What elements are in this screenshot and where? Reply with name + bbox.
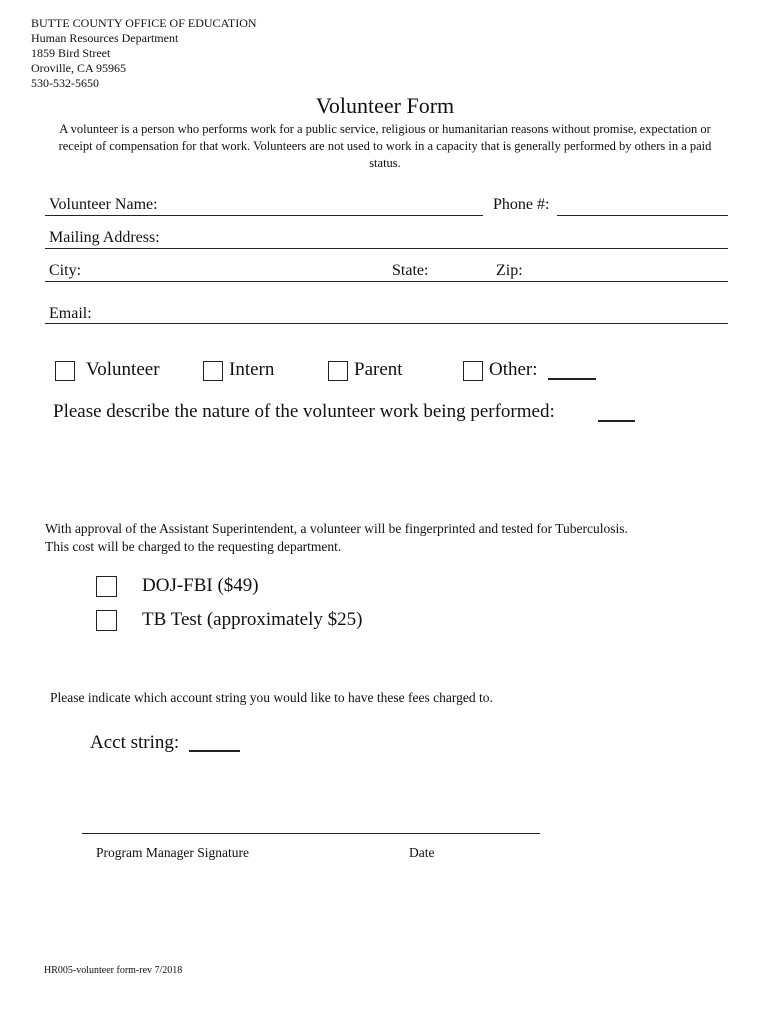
acct-string-field[interactable] — [189, 750, 240, 752]
phone-field[interactable] — [557, 215, 728, 216]
city-state-zip-field[interactable] — [45, 281, 728, 282]
signature-line[interactable] — [82, 833, 540, 834]
describe-prompt: Please describe the nature of the volunteer work being performed: — [53, 401, 555, 422]
zip-label: Zip: — [496, 262, 523, 279]
email-field[interactable] — [45, 323, 728, 324]
other-checkbox[interactable] — [463, 361, 483, 381]
volunteer-name-label: Volunteer Name: — [49, 196, 158, 213]
volunteer-option-label: Volunteer — [86, 359, 160, 380]
mailing-address-field[interactable] — [45, 248, 728, 249]
intro-paragraph: A volunteer is a person who performs work for a public service, religious or humanitarian reasons without promise, expectation or receipt of compensation for that work. Volunteers are not used to work in a capacity that is generally performed by others in a paid status. — [58, 122, 712, 170]
account-prompt: Please indicate which account string you would like to have these fees charged to. — [50, 690, 493, 705]
doj-fbi-checkbox[interactable] — [96, 576, 117, 597]
page-title: Volunteer Form — [315, 93, 455, 118]
parent-option-label: Parent — [354, 359, 403, 380]
mailing-address-label: Mailing Address: — [49, 229, 160, 246]
tb-test-label: TB Test (approximately $25) — [142, 609, 363, 630]
email-label: Email: — [49, 305, 92, 322]
other-option-label: Other: — [489, 359, 538, 380]
phone-label: Phone #: — [493, 196, 550, 213]
state-label: State: — [392, 262, 429, 279]
org-phone: 530-532-5650 — [31, 76, 99, 90]
street-address: 1859 Bird Street — [31, 46, 111, 60]
volunteer-name-field[interactable] — [45, 215, 483, 216]
other-field[interactable] — [548, 378, 596, 380]
parent-checkbox[interactable] — [328, 361, 348, 381]
volunteer-checkbox[interactable] — [55, 361, 75, 381]
doj-fbi-label: DOJ-FBI ($49) — [142, 575, 259, 596]
city-address: Oroville, CA 95965 — [31, 61, 126, 75]
tb-test-checkbox[interactable] — [96, 610, 117, 631]
city-label: City: — [49, 262, 82, 279]
signature-label: Program Manager Signature — [96, 845, 249, 860]
approval-text-line2: This cost will be charged to the requesting department. — [45, 539, 342, 554]
acct-string-label: Acct string: — [90, 732, 180, 753]
describe-field[interactable] — [598, 420, 635, 422]
intern-checkbox[interactable] — [203, 361, 223, 381]
approval-text-line1: With approval of the Assistant Superintendent, a volunteer will be fingerprinted and tested for Tuberculosis. — [45, 521, 628, 536]
date-label: Date — [409, 845, 435, 860]
form-revision-footer: HR005-volunteer form-rev 7/2018 — [44, 965, 183, 976]
intern-option-label: Intern — [229, 359, 275, 380]
org-name: BUTTE COUNTY OFFICE OF EDUCATION — [31, 16, 257, 30]
department-name: Human Resources Department — [31, 31, 179, 45]
